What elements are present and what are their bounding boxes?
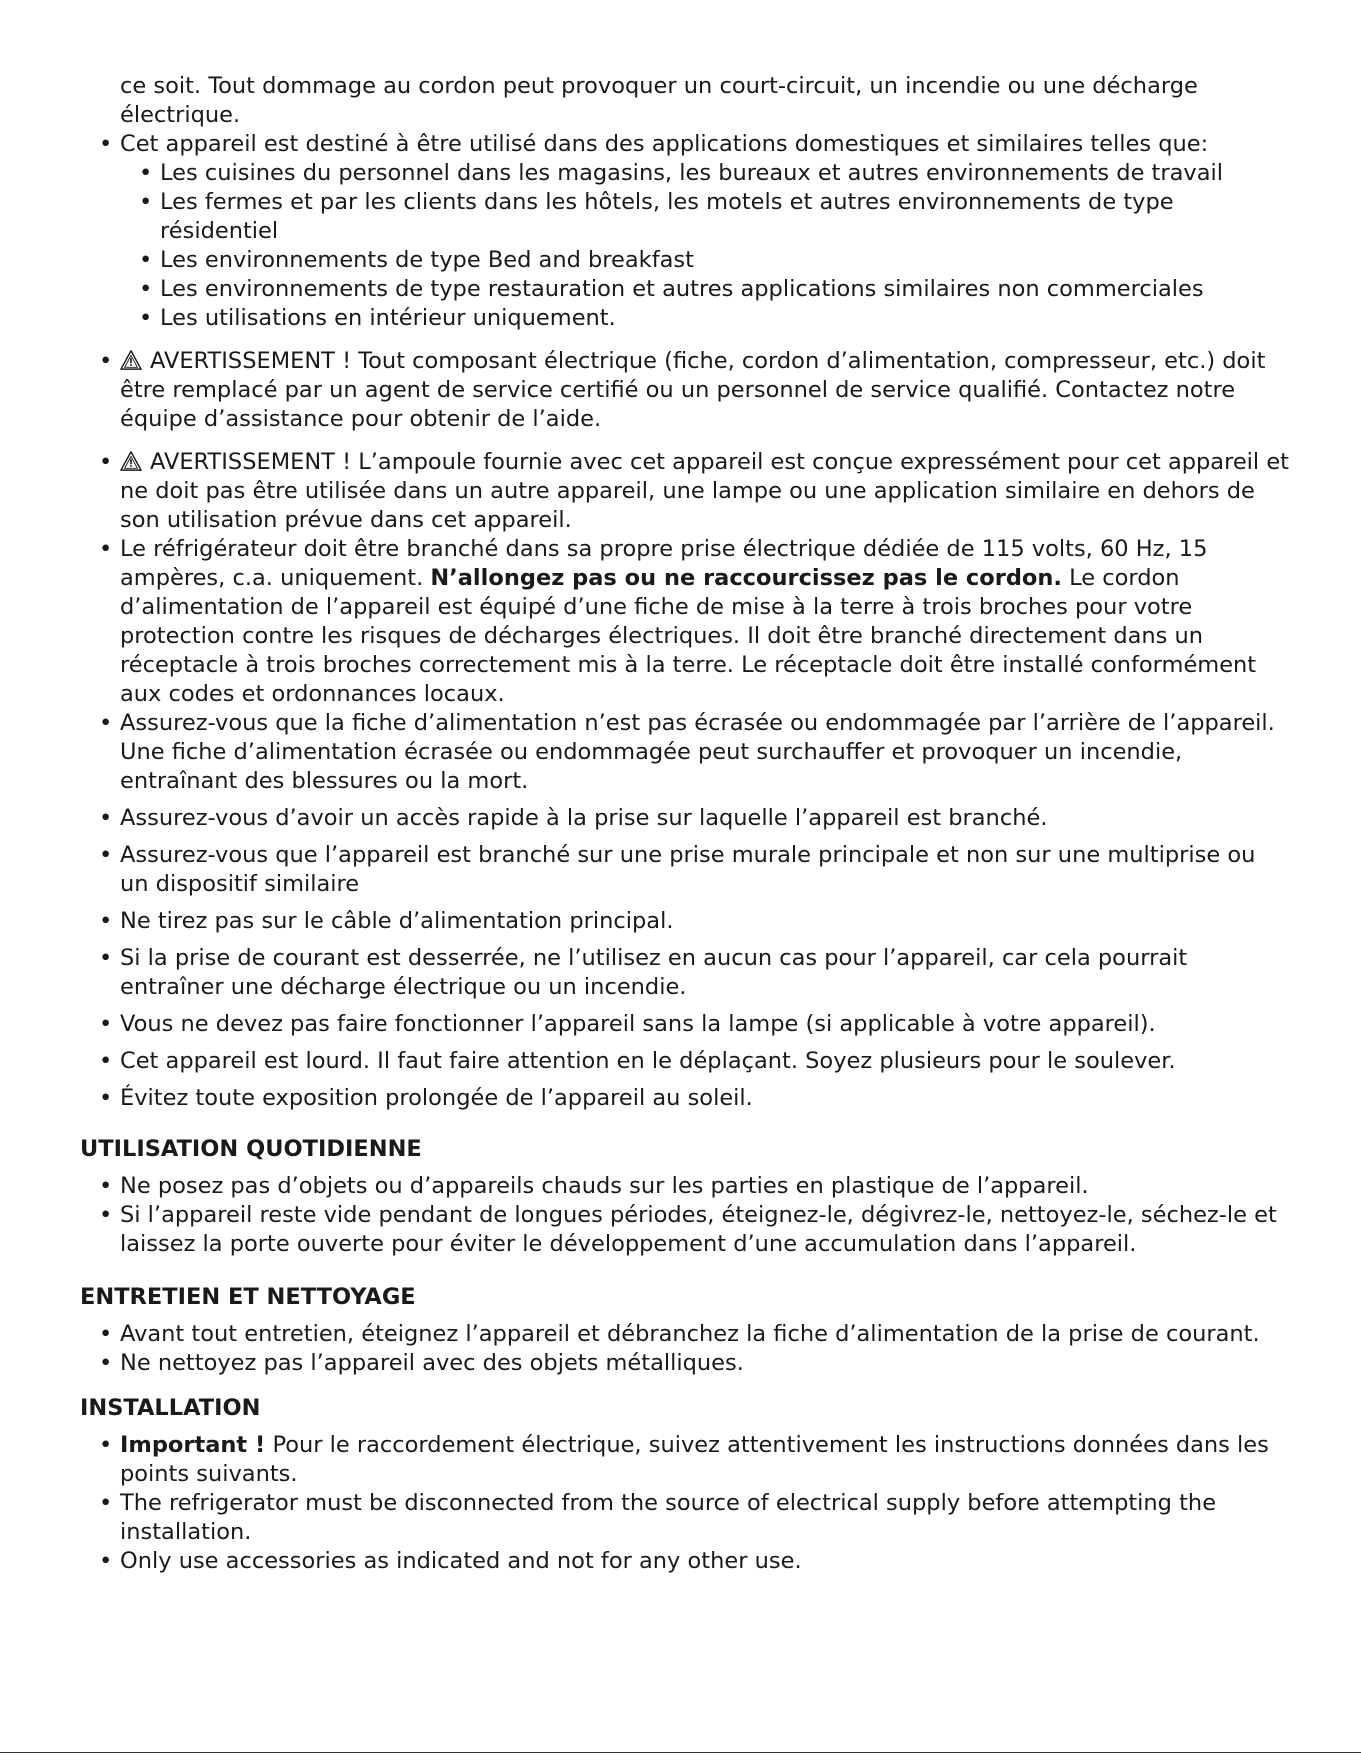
warning-triangle-icon — [120, 450, 142, 472]
section-title-maintenance: ENTRETIEN ET NETTOYAGE — [80, 1284, 416, 1310]
list-item-sun: • Évitez toute exposition prolongée de l’appareil au soleil. — [80, 1084, 1290, 1113]
list-item-wall-outlet: • Assurez-vous que l’appareil est branché sur une prise murale principale et non sur une multiprise ou un dispositif similaire — [80, 841, 1290, 899]
maintenance-list — [80, 1320, 1290, 1378]
list-item-no-pull: • Ne tirez pas sur le câble d’alimentation principal. — [80, 907, 1290, 936]
warning-electrical-text: AVERTISSEMENT ! Tout composant électrique (fiche, cordon d’alimentation, compresseur, etc.) doit être remplacé par un agent de service certifié ou un personnel de service qualifié. Contactez notre équipe d’assistance pour obtenir de l’aide. — [120, 348, 1266, 432]
document-page — [80, 72, 1290, 1576]
intro-line-2: électrique. — [120, 102, 241, 128]
cord-warning-bold: N’allongez pas ou ne raccourcissez pas le cordon. — [430, 565, 1062, 591]
list-item-empty-appliance: • Si l’appareil reste vide pendant de longues périodes, éteignez-le, dégivrez-le, nettoyez-le, séchez-le et laissez la porte ouverte pour éviter le développement d’une accumulation dans l’appareil. — [80, 1201, 1290, 1259]
list-item-plug-crushed: • Assurez-vous que la fiche d’alimentation n’est pas écrasée ou endommagée par l’arrière de l’appareil. Une fiche d’alimentation écrasée ou endommagée peut surchauffer et provoquer un incendie, entraînant des blessures ou la mort. — [80, 709, 1290, 796]
safety-list — [80, 130, 1290, 1113]
page-bottom-rule — [0, 1752, 1361, 1753]
list-item-sub-farms-hotels: • Les fermes et par les clients dans les hôtels, les motels et autres environnements de type résidentiel — [80, 188, 1290, 246]
list-item-quick-access: • Assurez-vous d’avoir un accès rapide à la prise sur laquelle l’appareil est branché. — [80, 804, 1290, 833]
important-label: Important ! — [120, 1432, 266, 1458]
warning-bulb-text: AVERTISSEMENT ! L’ampoule fournie avec cet appareil est conçue expressément pour cet appareil et ne doit pas être utilisée dans un autre appareil, une lampe ou une application similaire en dehors de son utilisation prévue dans cet appareil. — [120, 449, 1289, 533]
list-item-disconnect-supply: • The refrigerator must be disconnected from the source of electrical supply before attempting the installation. — [80, 1489, 1290, 1547]
list-item-hot-objects: • Ne posez pas d’objets ou d’appareils chauds sur les parties en plastique de l’appareil. — [80, 1172, 1290, 1201]
daily-use-list — [80, 1172, 1290, 1259]
dedicated-outlet-text-pre: Le réfrigérateur doit être branché dans sa propre prise électrique dédiée de 115 volts, 60 Hz, 15 ampères, c.a. uniquement. — [120, 536, 1208, 591]
list-item-warning-electrical — [80, 347, 1290, 434]
section-title-installation: INSTALLATION — [80, 1395, 261, 1421]
list-item-domestic-use: • Cet appareil est destiné à être utilisé dans des applications domestiques et similaires telles que: — [80, 130, 1290, 159]
list-item-sub-indoor: • Les utilisations en intérieur uniquement. — [80, 304, 1290, 333]
intro-line-1: ce soit. Tout dommage au cordon peut provoquer un court-circuit, un incendie ou une décharge — [120, 73, 1198, 99]
list-item-sub-bed-breakfast: • Les environnements de type Bed and breakfast — [80, 246, 1290, 275]
list-item-unplug-before-service: • Avant tout entretien, éteignez l’appareil et débranchez la fiche d’alimentation de la prise de courant. — [80, 1320, 1290, 1349]
list-item-warning-bulb — [80, 448, 1290, 535]
section-title-daily-use: UTILISATION QUOTIDIENNE — [80, 1136, 422, 1162]
list-item-sub-catering: • Les environnements de type restauration et autres applications similaires non commerciales — [80, 275, 1290, 304]
installation-list — [80, 1431, 1290, 1576]
important-text: Pour le raccordement électrique, suivez attentivement les instructions données dans les points suivants. — [120, 1432, 1269, 1487]
list-item-accessories: • Only use accessories as indicated and not for any other use. — [80, 1547, 1290, 1576]
list-item-heavy: • Cet appareil est lourd. Il faut faire attention en le déplaçant. Soyez plusieurs pour le soulever. — [80, 1047, 1290, 1076]
list-item-sub-staff-kitchens: • Les cuisines du personnel dans les magasins, les bureaux et autres environnements de travail — [80, 159, 1290, 188]
list-item-dedicated-outlet — [80, 535, 1290, 709]
list-item-loose-outlet: • Si la prise de courant est desserrée, ne l’utilisez en aucun cas pour l’appareil, car cela pourrait entraîner une décharge électrique ou un incendie. — [80, 944, 1290, 1002]
list-item-no-lamp: • Vous ne devez pas faire fonctionner l’appareil sans la lampe (si applicable à votre appareil). — [80, 1010, 1290, 1039]
list-item-no-metal-objects: • Ne nettoyez pas l’appareil avec des objets métalliques. — [80, 1349, 1290, 1378]
intro-continuation — [80, 72, 1290, 130]
warning-triangle-icon — [120, 349, 142, 371]
list-item-important — [80, 1431, 1290, 1489]
dedicated-outlet-text-post: Le cordon d’alimentation de l’appareil est équipé d’une fiche de mise à la terre à trois broches pour votre protection contre les risques de décharges électriques. Il doit être branché directement dans un réceptacle à trois broches correctement mis à la terre. Le réceptacle doit être installé conformément aux codes et ordonnances locaux. — [120, 565, 1257, 707]
